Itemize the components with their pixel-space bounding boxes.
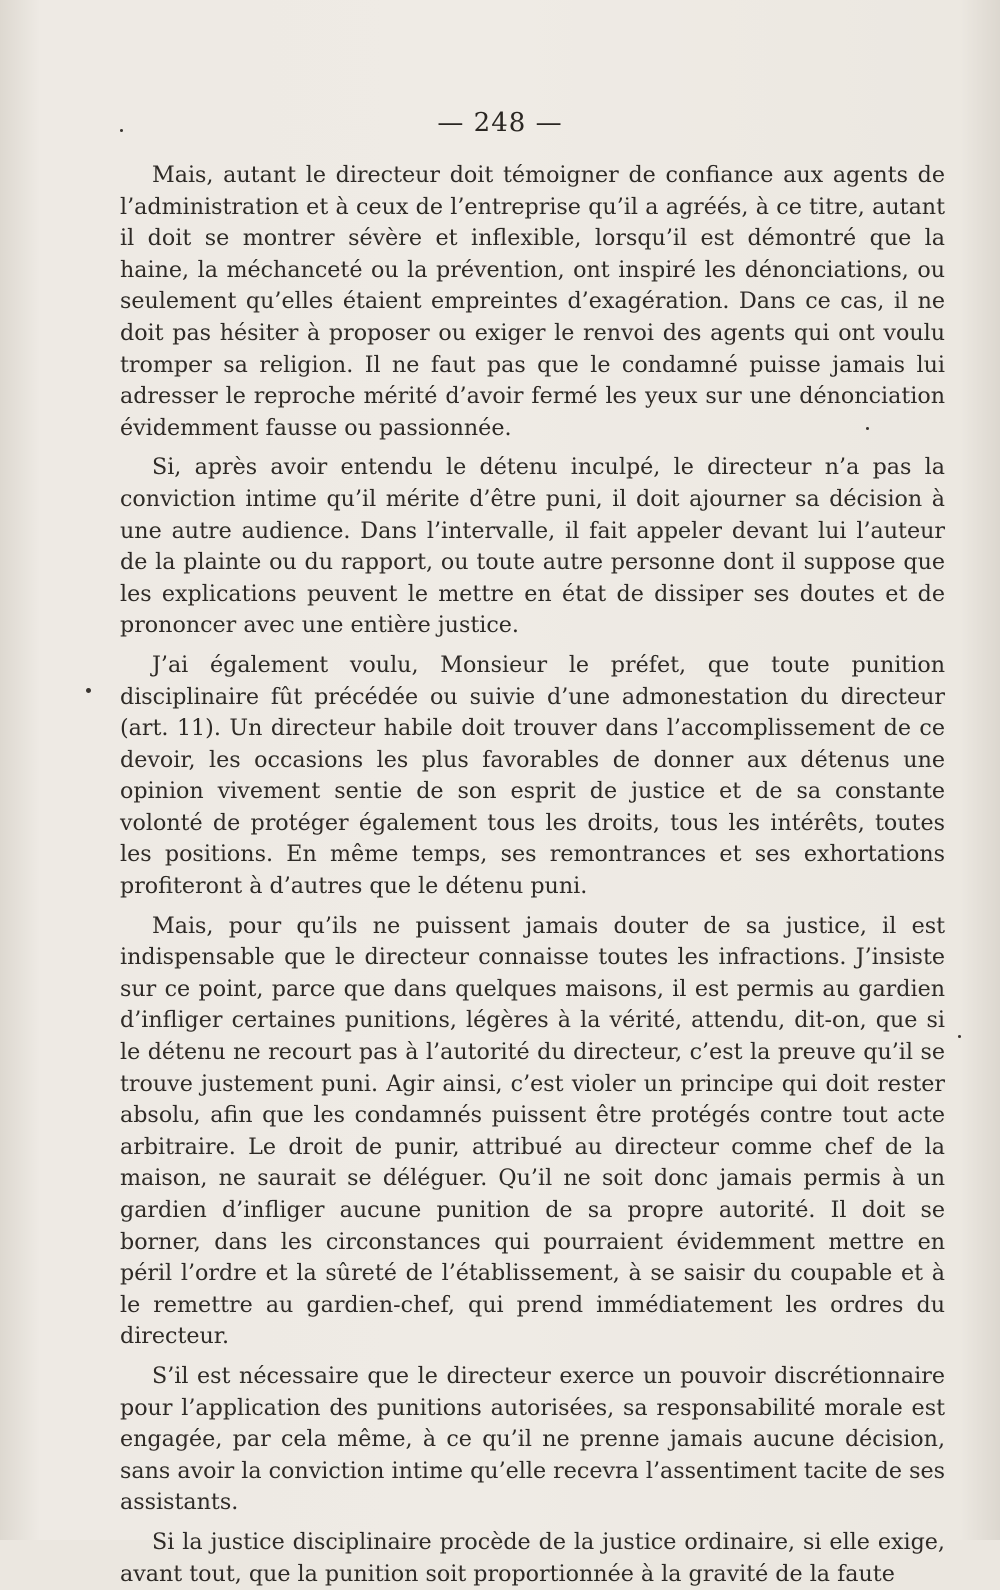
ink-speck <box>958 1035 961 1038</box>
body-text <box>120 160 945 1590</box>
ink-speck <box>86 688 91 693</box>
page-number: — 248 — <box>437 108 563 138</box>
paragraph: Si, après avoir entendu le détenu inculpé, le directeur n’a pas la conviction intime qu’il mérite d’être puni, il doit ajourner sa décision à une autre audience. Dans l’intervalle, il fait appeler devant lui l’auteur de la plainte ou du rapport, ou toute autre personne dont il suppose que les explications peuvent le mettre en état de dissiper ses doutes et de prononcer avec une entière justice. <box>120 454 945 639</box>
paragraph: S’il est nécessaire que le directeur exerce un pouvoir discrétionnaire pour l’application des punitions autorisées, sa responsabilité morale est engagée, par cela même, à ce qu’il ne prenne jamais aucune décision, sans avoir la conviction intime qu’elle recevra l’assentiment tacite de ses assistants. <box>120 1362 945 1516</box>
paragraph: Si la justice disciplinaire procède de la justice ordinaire, si elle exige, avant tout, que la punition soit proportionnée à la gravité de la faute <box>120 1528 945 1587</box>
paragraph: Mais, autant le directeur doit témoigner de confiance aux agents de l’administration et à ceux de l’entreprise qu’il a agréés, à ce titre, autant il doit se montrer sévère et inflexible, lorsqu’il est démontré que la haine, la méchanceté ou la prévention, ont inspiré les dénonciations, ou seulement qu’elles étaient empreintes d’exagération. Dans ce cas, il ne doit pas hésiter à proposer ou exiger le renvoi des agents qui ont voulu tromper sa religion. Il ne faut pas que le condamné puisse jamais lui adresser le reproche mérité d’avoir fermé les yeux sur une dénonciation évidemment fausse ou passionnée. <box>120 162 945 441</box>
paragraph: J’ai également voulu, Monsieur le préfet, que toute punition disciplinaire fût précédée ou suivie d’une admonestation du directeur (art. 11). Un directeur habile doit trouver dans l’accomplissement de ce devoir, les occasions les plus favorables de donner aux détenus une opinion vivement sentie de son esprit de justice et de sa constante volonté de protéger également tous les droits, tous les intérêts, toutes les positions. En même temps, ses remontrances et ses exhortations profiteront à d’autres que le détenu puni. <box>120 651 945 900</box>
ink-speck <box>120 129 123 132</box>
ink-speck <box>866 427 869 430</box>
paragraph: Mais, pour qu’ils ne puissent jamais douter de sa justice, il est indispensable que le directeur connaisse toutes les infractions. J’insiste sur ce point, parce que dans quelques maisons, il est permis au gardien d’infliger certaines punitions, légères à la vérité, attendu, dit-on, que si le détenu ne recourt pas à l’autorité du directeur, c’est la preuve qu’il se trouve justement puni. Agir ainsi, c’est violer un principe qui doit rester absolu, afin que les condamnés puissent être protégés contre tout acte arbitraire. Le droit de punir, attribué au directeur comme chef de la maison, ne saurait se déléguer. Qu’il ne soit donc jamais permis à un gardien d’infliger aucune punition de sa propre autorité. Il doit se borner, dans les circonstances qui pourraient évidemment mettre en péril l’ordre et la sûreté de l’établissement, à se saisir du coupable et à le remettre au gardien-chef, qui prend immédiatement les ordres du directeur. <box>120 912 945 1350</box>
